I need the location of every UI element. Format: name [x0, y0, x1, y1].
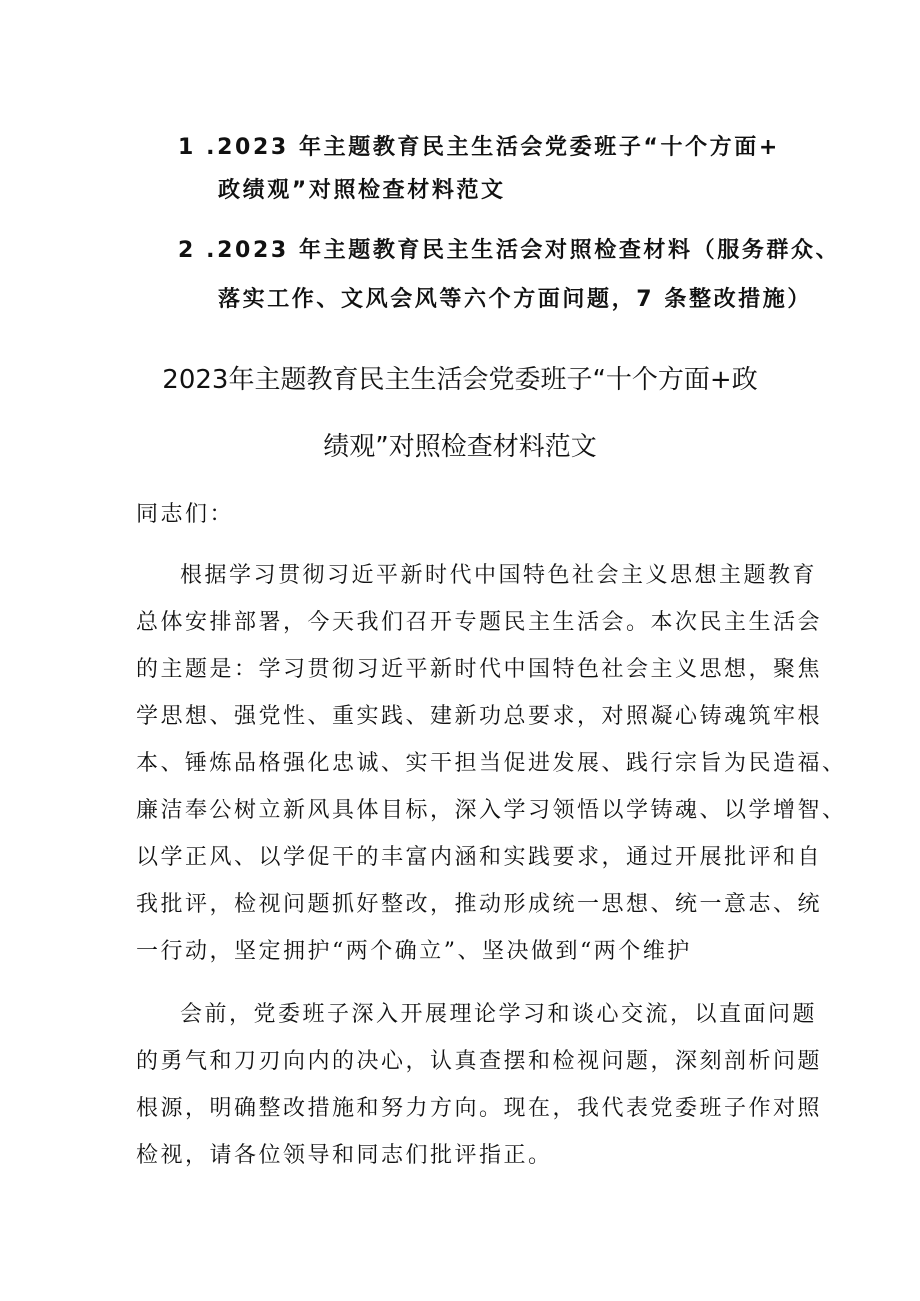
paragraph-line: 一行动，坚定拥护“两个确立”、坚决做到“两个维护	[136, 939, 692, 964]
paragraph-line: 根源，明确整改措施和努力方向。现在，我代表党委班子作对照	[136, 1096, 823, 1121]
toc-item-1-line-1: 1 .2023 年主题教育民主生活会党委班子“十个方面+	[178, 135, 780, 160]
paragraph-line: 的勇气和刀刃向内的决心，认真查摆和检视问题，深刻剖析问题	[136, 1049, 823, 1074]
title-line-2: 绩观”对照检查材料范文	[323, 432, 597, 462]
paragraph-line: 根据学习贯彻习近平新时代中国特色社会主义思想主题教育	[180, 563, 818, 588]
paragraph-line: 本、锤炼品格强化忠诚、实干担当促进发展、践行宗旨为民造福、	[136, 751, 847, 776]
toc-item-2-line-2: 落实工作、文风会风等六个方面问题，7 条整改措施）	[218, 287, 812, 312]
paragraph-line: 总体安排部署，今天我们召开专题民主生活会。本次民主生活会	[136, 610, 823, 635]
title-line-1: 2023年主题教育民主生活会党委班子“十个方面+政	[162, 365, 758, 395]
toc-item-1-line-2: 政绩观”对照检查材料范文	[218, 178, 506, 203]
toc-item-2-line-1: 2 .2023 年主题教育民主生活会对照检查材料（服务群众、	[178, 238, 841, 263]
paragraph-line: 的主题是：学习贯彻习近平新时代中国特色社会主义思想，聚焦	[136, 657, 823, 682]
salutation: 同志们：	[136, 502, 235, 527]
paragraph-line: 会前，党委班子深入开展理论学习和谈心交流，以直面问题	[180, 1002, 818, 1027]
paragraph-line: 以学正风、以学促干的丰富内涵和实践要求，通过开展批评和自	[136, 845, 823, 870]
paragraph-line: 我批评，检视问题抓好整改，推动形成统一思想、统一意志、统	[136, 892, 823, 917]
paragraph-line: 检视，请各位领导和同志们批评指正。	[136, 1143, 553, 1168]
paragraph-line: 廉洁奉公树立新风具体目标，深入学习领悟以学铸魂、以学增智、	[136, 798, 847, 823]
paragraph-line: 学思想、强党性、重实践、建新功总要求，对照凝心铸魂筑牢根	[136, 704, 823, 729]
